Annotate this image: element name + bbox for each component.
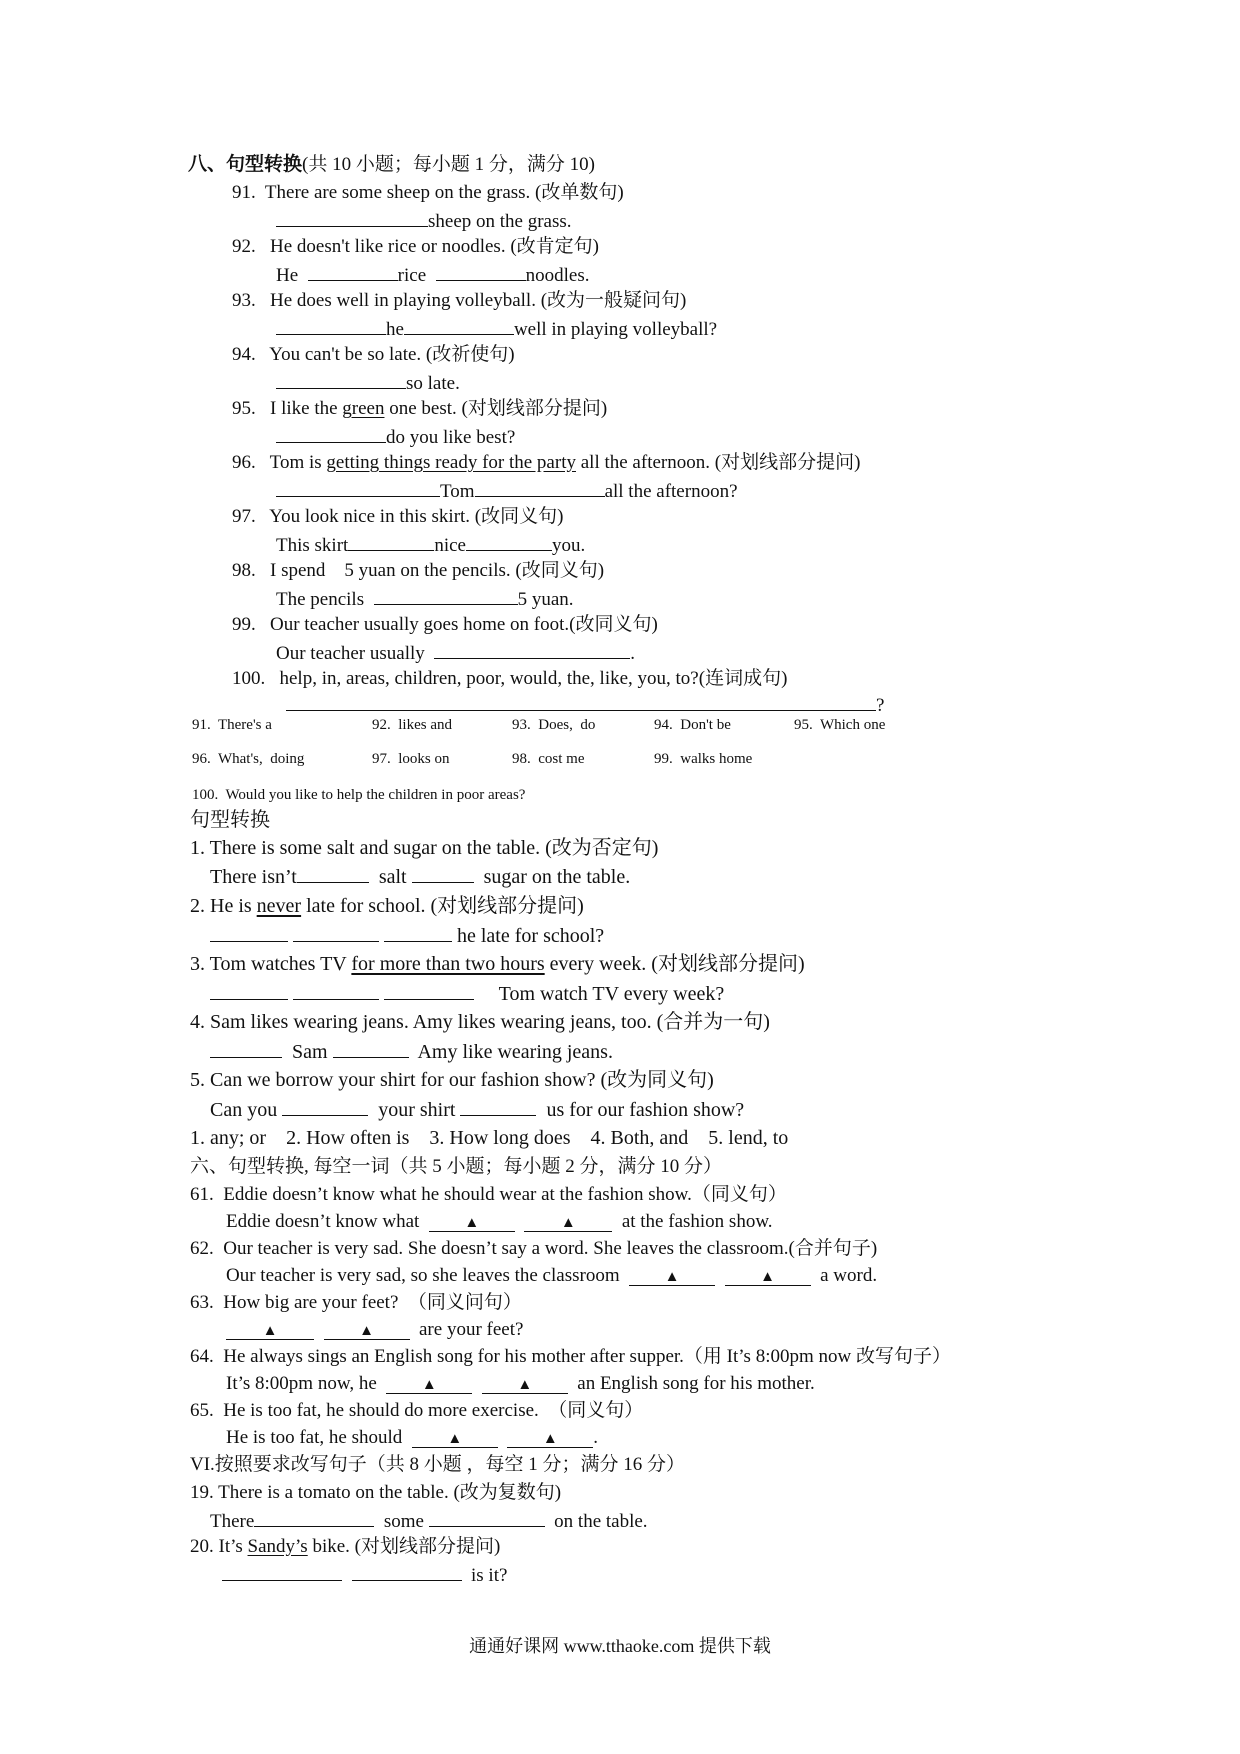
blank[interactable] bbox=[276, 480, 440, 497]
blank[interactable] bbox=[436, 264, 526, 281]
answer-line-94: so late. bbox=[276, 372, 460, 393]
answer-line-b1: There isn’t salt sugar on the table. bbox=[210, 866, 631, 888]
answer-line-b3: Tom watch TV every week? bbox=[210, 983, 724, 1004]
blank[interactable] bbox=[466, 534, 552, 551]
answer-line-61: Eddie doesn’t know what ▲ ▲ at the fashion show. bbox=[226, 1211, 773, 1232]
blank[interactable] bbox=[210, 983, 288, 1000]
blank[interactable] bbox=[475, 480, 605, 497]
answer-line-92: He rice noodles. bbox=[276, 265, 590, 286]
answer-line-65: He is too fat, he should ▲ ▲ . bbox=[226, 1427, 599, 1448]
blank[interactable] bbox=[429, 1510, 545, 1527]
blank[interactable] bbox=[434, 642, 630, 659]
blank[interactable] bbox=[210, 925, 288, 942]
section-8-heading-rest: (共 10 小题；每小题 1 分，满分 10) bbox=[302, 154, 595, 175]
question-65: 65. He is too fat, he should do more exercise. （同义句） bbox=[190, 1400, 644, 1421]
blank[interactable] bbox=[404, 318, 514, 335]
blank[interactable] bbox=[384, 983, 474, 1000]
answer-line-98: The pencils 5 yuan. bbox=[276, 589, 574, 610]
blank[interactable] bbox=[460, 1099, 536, 1116]
answer-key-98: 98. cost me bbox=[512, 751, 585, 767]
blank[interactable] bbox=[210, 1041, 282, 1058]
answer-line-b5: Can you your shirt us for our fashion show? bbox=[210, 1099, 745, 1121]
answer-line-64: It’s 8:00pm now, he ▲ ▲ an English song for his mother. bbox=[226, 1373, 815, 1394]
answer-key-94: 94. Don't be bbox=[654, 717, 731, 733]
blank[interactable] bbox=[348, 534, 434, 551]
question-63: 63. How big are your feet? （同义问句） bbox=[190, 1292, 522, 1313]
blank-marker[interactable]: ▲ bbox=[429, 1213, 515, 1232]
answer-line-62: Our teacher is very sad, so she leaves the classroom ▲ ▲ a word. bbox=[226, 1265, 878, 1286]
question-61: 61. Eddie doesn’t know what he should wear at the fashion show.（同义句） bbox=[190, 1184, 787, 1205]
section-8-heading-bold: 八、句型转换 bbox=[188, 154, 303, 175]
answer-key-95: 95. Which one bbox=[794, 717, 886, 733]
blank[interactable] bbox=[352, 1564, 462, 1581]
blank[interactable] bbox=[374, 588, 518, 605]
blank-marker[interactable]: ▲ bbox=[725, 1267, 811, 1286]
question-97: 97. You look nice in this skirt. (改同义句) bbox=[232, 506, 564, 527]
footer-source: 通通好课网 www.tthaoke.com 提供下载 bbox=[469, 1636, 771, 1656]
blank-marker[interactable]: ▲ bbox=[226, 1321, 314, 1340]
question-91: 91. There are some sheep on the grass. (改单数句) bbox=[232, 182, 624, 203]
answer-line-99: Our teacher usually . bbox=[276, 643, 636, 664]
blank[interactable] bbox=[222, 1564, 342, 1581]
section-8-heading bbox=[188, 155, 595, 174]
blank-marker[interactable]: ▲ bbox=[629, 1267, 715, 1286]
answer-key-93: 93. Does, do bbox=[512, 717, 596, 733]
section-vi-heading: VI.按照要求改写句子（共 8 小题 ，每空 1 分；满分 16 分） bbox=[190, 1454, 686, 1475]
question-64: 64. He always sings an English song for his mother after supper.（用 It’s 8:00pm now 改写句子） bbox=[190, 1346, 951, 1367]
blank-marker[interactable]: ▲ bbox=[412, 1429, 498, 1448]
question-96: 96. Tom is getting things ready for the party all the afternoon. (对划线部分提问) bbox=[232, 452, 861, 473]
section-b-heading: 句型转换 bbox=[190, 809, 270, 831]
blank[interactable] bbox=[276, 372, 406, 389]
question-20: 20. It’s Sandy’s bike. (对划线部分提问) bbox=[190, 1536, 501, 1557]
question-b5: 5. Can we borrow your shirt for our fashion show? (改为同义句) bbox=[190, 1069, 714, 1091]
blank-marker[interactable]: ▲ bbox=[524, 1213, 612, 1232]
answer-line-95: do you like best? bbox=[276, 426, 515, 447]
blank[interactable] bbox=[412, 866, 474, 883]
blank[interactable] bbox=[308, 264, 398, 281]
question-b4: 4. Sam likes wearing jeans. Amy likes wearing jeans, too. (合并为一句) bbox=[190, 1011, 770, 1033]
blank[interactable] bbox=[276, 210, 428, 227]
blank[interactable] bbox=[333, 1041, 409, 1058]
section-6-heading: 六、句型转换, 每空一词（共 5 小题；每小题 2 分，满分 10 分） bbox=[190, 1156, 723, 1177]
answer-key-99: 99. walks home bbox=[654, 751, 753, 767]
answer-line-19: There some on the table. bbox=[210, 1511, 648, 1532]
answer-key-92: 92. likes and bbox=[372, 717, 452, 733]
question-95: 95. I like the green one best. (对划线部分提问) bbox=[232, 398, 608, 419]
answer-line-100: ? bbox=[286, 694, 884, 715]
answer-key-91: 91. There's a bbox=[192, 717, 272, 733]
blank[interactable] bbox=[293, 925, 379, 942]
question-b3: 3. Tom watches TV for more than two hours every week. (对划线部分提问) bbox=[190, 953, 805, 975]
blank[interactable] bbox=[297, 866, 369, 883]
blank-marker[interactable]: ▲ bbox=[507, 1429, 593, 1448]
blank[interactable] bbox=[254, 1510, 374, 1527]
question-100: 100. help, in, areas, children, poor, would, the, like, you, to?(连词成句) bbox=[232, 668, 788, 689]
blank[interactable] bbox=[286, 694, 876, 711]
blank[interactable] bbox=[276, 318, 386, 335]
question-93: 93. He does well in playing volleyball. (改为一般疑问句) bbox=[232, 290, 687, 311]
blank[interactable] bbox=[282, 1099, 368, 1116]
blank[interactable] bbox=[384, 925, 452, 942]
blank-marker[interactable]: ▲ bbox=[386, 1375, 472, 1394]
question-b1: 1. There is some salt and sugar on the table. (改为否定句) bbox=[190, 837, 659, 859]
answer-line-63: ▲ ▲ are your feet? bbox=[226, 1320, 523, 1340]
question-b2: 2. He is never late for school. (对划线部分提问) bbox=[190, 895, 584, 917]
answer-line-97: This skirt nice you. bbox=[276, 535, 586, 556]
blank-marker[interactable]: ▲ bbox=[324, 1321, 410, 1340]
answer-key-100: 100. Would you like to help the children in poor areas? bbox=[192, 787, 526, 803]
question-19: 19. There is a tomato on the table. (改为复数句) bbox=[190, 1482, 562, 1503]
question-98: 98. I spend 5 yuan on the pencils. (改同义句) bbox=[232, 560, 605, 581]
answer-line-b4: Sam Amy like wearing jeans. bbox=[210, 1041, 613, 1062]
question-62: 62. Our teacher is very sad. She doesn’t say a word. She leaves the classroom.(合并句子) bbox=[190, 1238, 878, 1259]
question-94: 94. You can't be so late. (改祈使句) bbox=[232, 344, 515, 365]
question-92: 92. He doesn't like rice or noodles. (改肯定句) bbox=[232, 236, 599, 257]
answer-key-section-b: 1. any; or 2. How often is 3. How long does 4. Both, and 5. lend, to bbox=[190, 1127, 789, 1149]
answer-line-96: Tom all the afternoon? bbox=[276, 480, 738, 501]
answer-line-20: is it? bbox=[222, 1564, 507, 1585]
answer-line-b2: he late for school? bbox=[210, 925, 604, 946]
answer-key-96: 96. What's, doing bbox=[192, 751, 305, 767]
blank[interactable] bbox=[293, 983, 379, 1000]
answer-line-93: he well in playing volleyball? bbox=[276, 318, 717, 339]
question-99: 99. Our teacher usually goes home on foot.(改同义句) bbox=[232, 614, 658, 635]
answer-key-97: 97. looks on bbox=[372, 751, 450, 767]
blank-marker[interactable]: ▲ bbox=[482, 1375, 568, 1394]
blank[interactable] bbox=[276, 426, 386, 443]
answer-line-91: sheep on the grass. bbox=[276, 210, 572, 231]
